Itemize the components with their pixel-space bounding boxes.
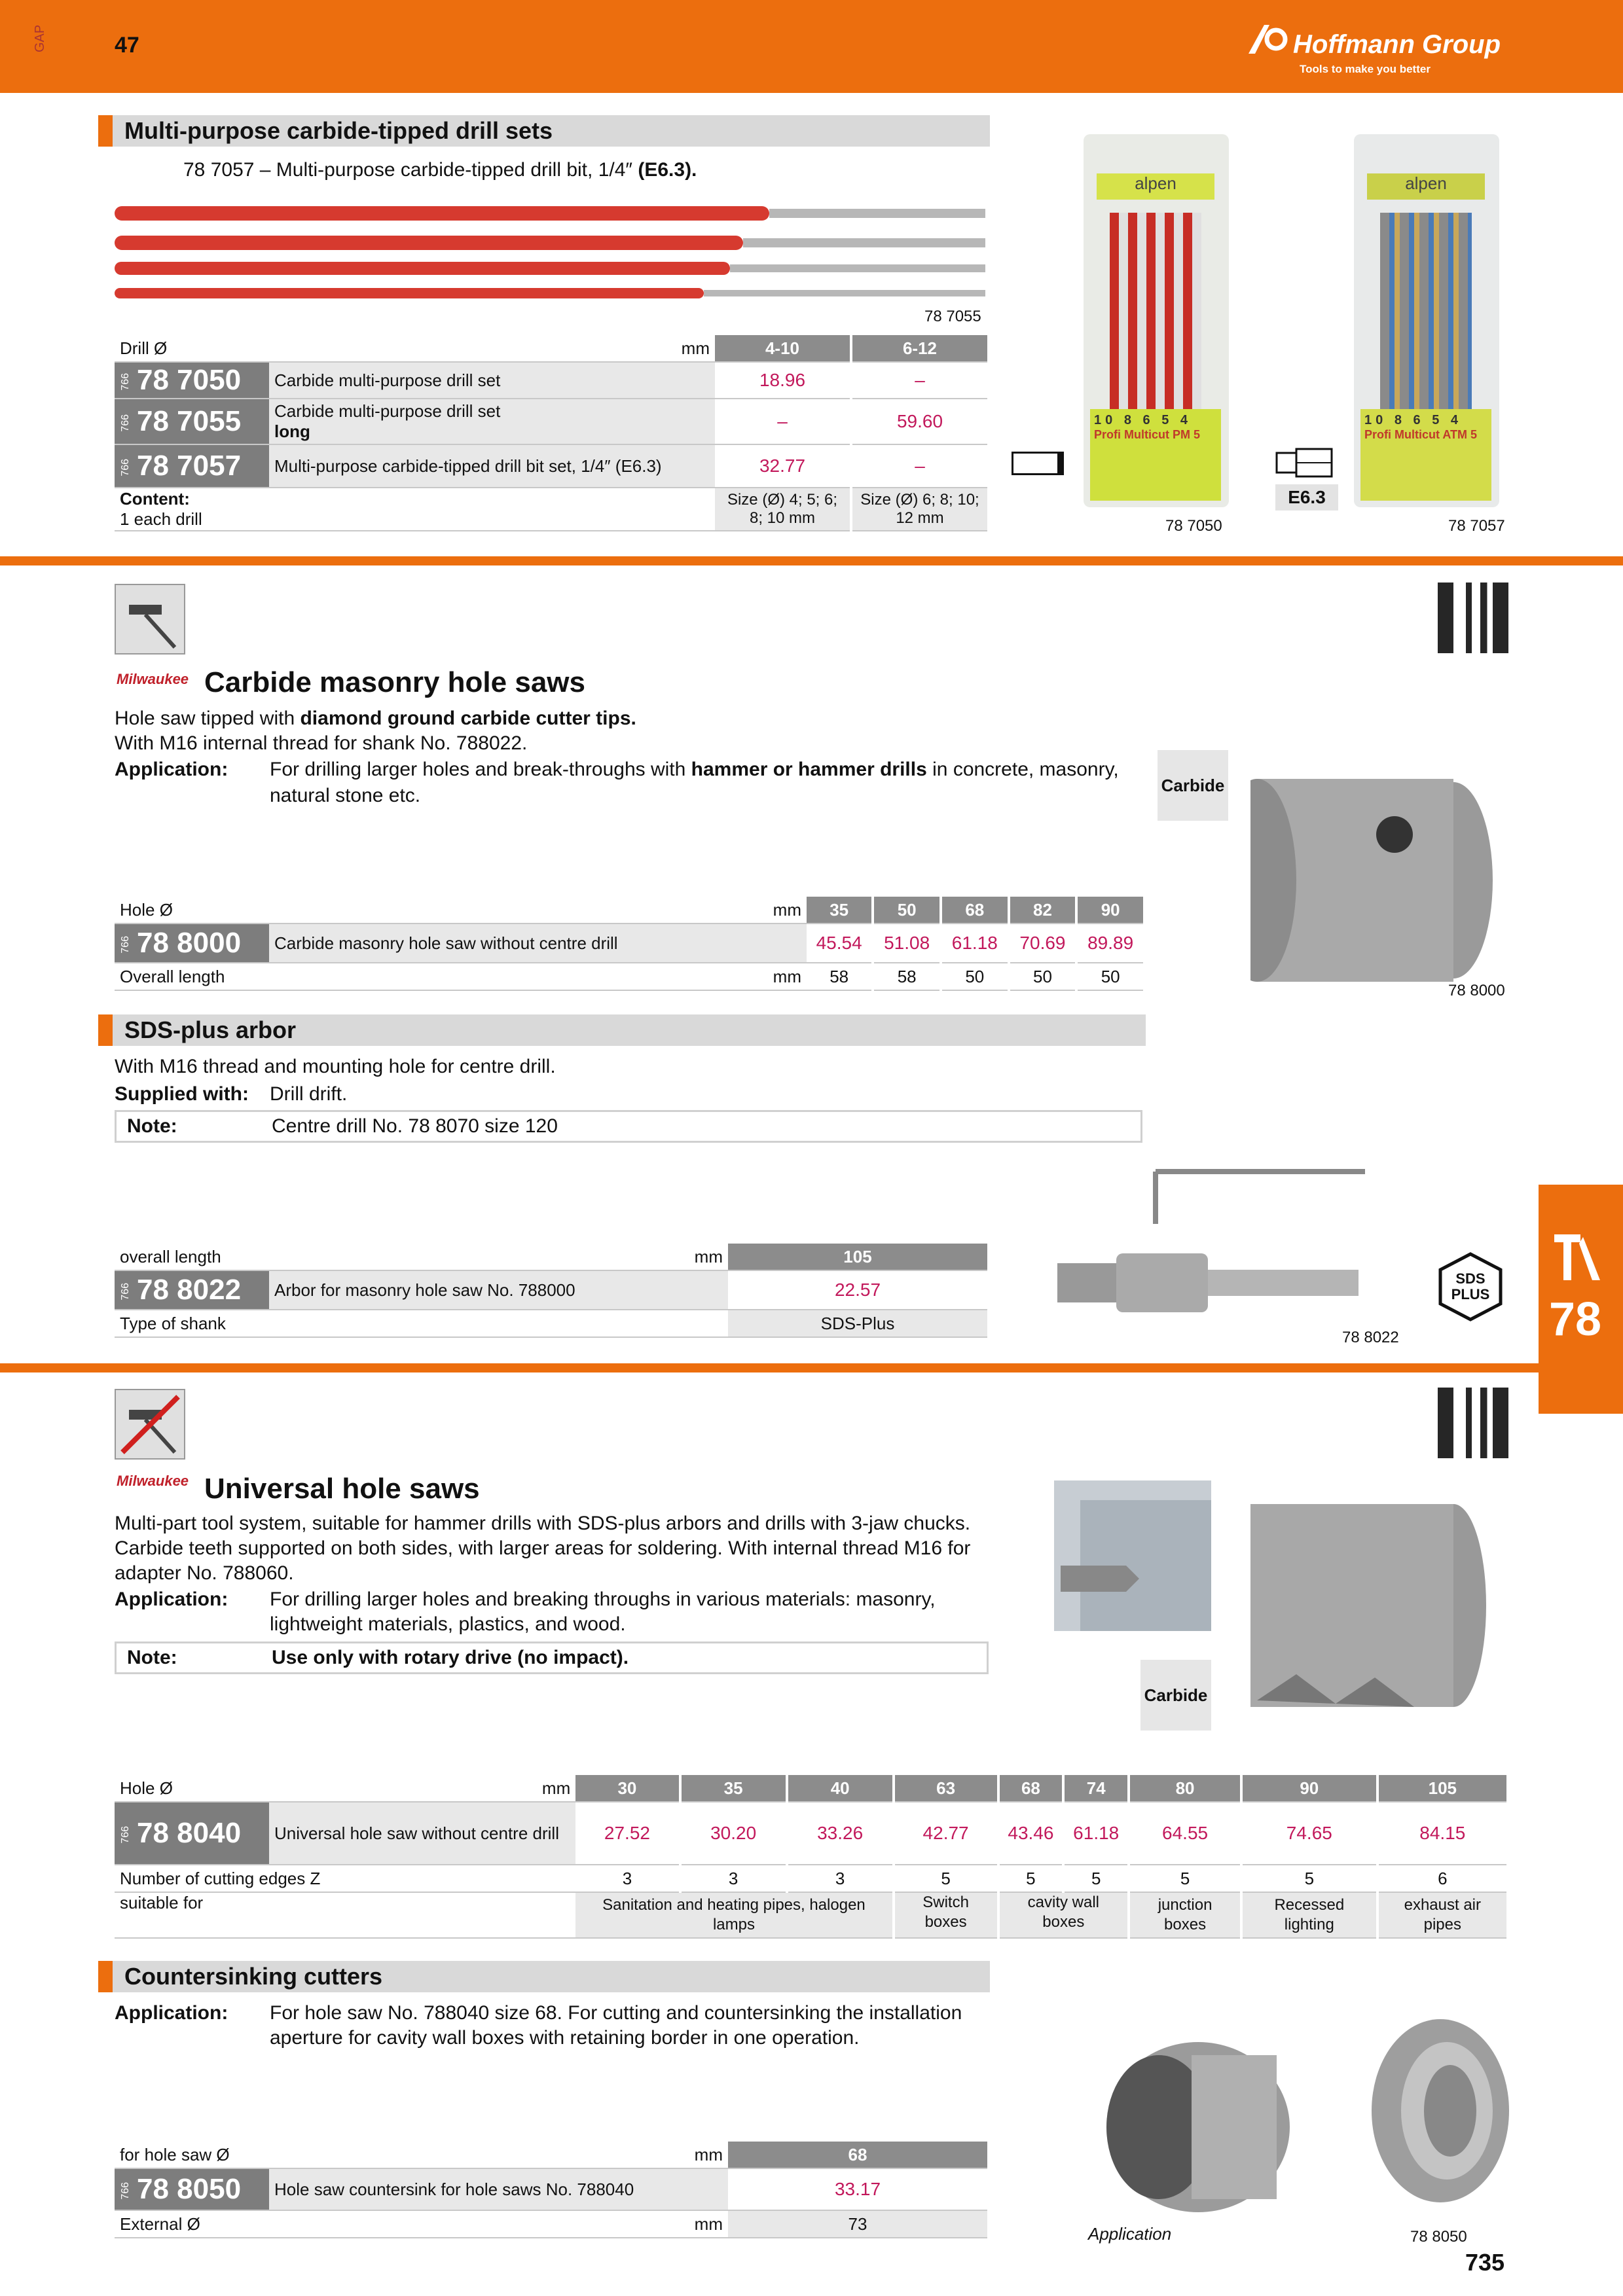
price: – [851,362,989,399]
price: 61.18 [941,924,1009,963]
article-number: 766 78 8050 [115,2168,269,2210]
column-label: Drill Ø [115,335,652,362]
section-divider [0,556,1623,565]
column-header: 50 [873,897,941,924]
price: 89.89 [1076,924,1144,963]
application-label: Application: [115,759,228,780]
application-label: Application: [115,1588,228,1610]
price: 43.46 [998,1802,1064,1865]
section-title: Multi-purpose carbide-tipped drill sets [98,115,990,147]
pack-sizes: 10 8 6 5 4 [1094,413,1192,427]
column-header: 68 [728,2142,989,2168]
sds-plus-icon: SDS PLUS [1435,1251,1506,1322]
edges-value: 5 [1063,1865,1129,1892]
section-title: Carbide masonry hole saws [204,666,585,698]
unit-label: mm [652,335,715,362]
edges-value: 3 [680,1865,787,1892]
length-value: 58 [807,963,873,990]
section-title: SDS-plus arbor [98,1014,1146,1046]
product-description: Arbor for masonry hole saw No. 788000 [269,1270,728,1310]
tooth-detail-image [1054,1480,1211,1631]
article-number: 766 78 7050 [115,362,269,399]
universal-hole-saw-image [1244,1478,1506,1733]
intro-text: 78 7057 – Multi-purpose carbide-tipped drill bit, 1/4″ (E6.3). [183,159,697,181]
page-number: 735 [1465,2249,1505,2276]
suitable-for: Recessed lighting [1241,1892,1377,1938]
carbide-badge: Carbide [1158,750,1228,821]
column-label: overall length [115,1244,665,1270]
row-label: External Ø [115,2210,665,2238]
content-value: Size (Ø) 6; 8; 10; 12 mm [851,488,989,531]
price: 33.26 [787,1802,894,1865]
length-value: 50 [1009,963,1077,990]
application-text: aperture for cavity wall boxes with retaining border in one operation. [270,2027,860,2049]
drill-set-package-image: alpen 10 8 6 5 4 Profi Multicut ATM 5 [1354,134,1499,507]
application-text: natural stone etc. [270,785,421,806]
carbide-badge: Carbide [1140,1660,1211,1731]
column-header: 74 [1063,1775,1129,1802]
brand-logo-icon [1247,22,1288,56]
tools-icon [1550,1230,1603,1283]
price: 70.69 [1009,924,1077,963]
description-text: Multi-part tool system, suitable for hammer drills with SDS-plus arbors and drills with 3-jaw chucks. [115,1513,971,1534]
image-caption: 78 7057 [1448,517,1505,535]
article-number: 766 78 7055 [115,399,269,444]
price: 27.52 [575,1802,680,1865]
edges-value: 5 [1241,1865,1377,1892]
suitable-for: exhaust air pipes [1377,1892,1508,1938]
column-header: 105 [728,1244,989,1270]
countersink-application-image [1087,2029,1296,2225]
row-label: Type of shank [115,1310,728,1337]
price: 84.15 [1377,1802,1508,1865]
column-header: 90 [1241,1775,1377,1802]
no-hammer-icon [115,1389,185,1460]
unit-label: mm [513,1775,575,1802]
hex-shank-icon [1275,446,1334,479]
price: 74.65 [1241,1802,1377,1865]
product-description: Carbide multi-purpose drill set [269,362,715,399]
product-table [115,1244,990,1338]
price: 59.60 [851,399,989,444]
unit-label: mm [665,2210,728,2238]
product-table [115,2142,990,2238]
price: – [851,444,989,488]
unit-label: mm [665,2142,728,2168]
product-description: Universal hole saw without centre drill [269,1802,575,1865]
column-header: 4-10 [715,335,851,362]
description-text: With M16 internal thread for shank No. 788022. [115,732,528,754]
article-number: 766 78 8022 [115,1270,269,1310]
hole-saw-image [1250,753,1532,1008]
article-number: 766 78 8040 [115,1802,269,1865]
price: 18.96 [715,362,851,399]
section-title: Universal hole saws [204,1473,480,1505]
qr-code-icon [1438,583,1508,653]
edges-value: 3 [575,1865,680,1892]
unit-label: mm [744,897,807,924]
column-label: Hole Ø [115,1775,513,1802]
application-label: Application: [115,2002,228,2024]
row-label: Number of cutting edges Z [115,1865,575,1892]
edges-value: 5 [1129,1865,1241,1892]
column-label: for hole saw Ø [115,2142,665,2168]
product-table [115,335,990,531]
price: 22.57 [728,1270,989,1310]
arbor-image [1051,1165,1365,1335]
brand-logo: Milwaukee [117,671,189,687]
edges-value: 5 [894,1865,998,1892]
row-label: Overall length [115,963,744,990]
unit-label: mm [744,963,807,990]
column-header: 30 [575,1775,680,1802]
product-description: Multi-purpose carbide-tipped drill bit set, 1/4″ (E6.3) [269,444,715,488]
note-box: Note: Use only with rotary drive (no impact). [115,1641,989,1674]
column-header: 82 [1009,897,1077,924]
suitable-for: Switch boxes [894,1892,998,1938]
article-number: 766 78 8000 [115,924,269,963]
description-text: Hole saw tipped with diamond ground carbide cutter tips. [115,708,636,729]
drill-bits-image [115,196,985,308]
product-table [115,1775,1509,1939]
application-text: lightweight materials, plastics, and wood. [270,1613,626,1635]
pack-sizes: 10 8 6 5 4 [1364,413,1462,427]
shank-value: SDS-Plus [728,1310,989,1337]
row-label: suitable for [115,1892,575,1938]
image-caption: 78 8022 [1342,1329,1399,1346]
product-description: Hole saw countersink for hole saws No. 788040 [269,2168,728,2210]
suitable-for: Sanitation and heating pipes, halogen lamps [575,1892,893,1938]
price: 64.55 [1129,1802,1241,1865]
edges-value: 3 [787,1865,894,1892]
product-description: Carbide multi-purpose drill set long [269,399,715,444]
external-diameter-value: 73 [728,2210,989,2238]
application-text: For hole saw No. 788040 size 68. For cutting and countersinking the installation [270,2002,962,2024]
brand-tagline: Tools to make you better [1300,63,1431,75]
column-header: 6-12 [851,335,989,362]
qr-code-icon [1438,1388,1508,1458]
price: 33.17 [728,2168,989,2210]
image-caption: 78 8050 [1410,2228,1467,2246]
side-code: GAP [33,24,47,52]
column-header: 68 [941,897,1009,924]
countersink-image [1365,2013,1516,2209]
edges-value: 6 [1377,1865,1508,1892]
section-title: Countersinking cutters [98,1961,990,1992]
application-text: For drilling larger holes and breaking throughs in various materials: masonry, [270,1588,936,1610]
brand-name: Hoffmann Group [1293,30,1501,59]
chapter-number: 47 [115,33,139,58]
price: 51.08 [873,924,941,963]
hex-shank-label: E6.3 [1275,484,1338,511]
column-header: 35 [807,897,873,924]
length-value: 50 [1076,963,1144,990]
column-header: 68 [998,1775,1064,1802]
drill-set-package-image: alpen 10 8 6 5 4 Profi Multicut PM 5 [1084,134,1229,507]
column-header: 63 [894,1775,998,1802]
suitable-for: junction boxes [1129,1892,1241,1938]
content-label: Content: 1 each drill [115,488,715,531]
price: 30.20 [680,1802,787,1865]
unit-label: mm [665,1244,728,1270]
content-value: Size (Ø) 4; 5; 6; 8; 10 mm [715,488,851,531]
column-header: 90 [1076,897,1144,924]
product-table [115,897,1146,991]
price: 42.77 [894,1802,998,1865]
supplied-text: Drill drift. [270,1083,348,1105]
description-text: With M16 thread and mounting hole for centre drill. [115,1056,556,1077]
image-caption: 78 8000 [1448,982,1505,999]
price: 32.77 [715,444,851,488]
column-header: 80 [1129,1775,1241,1802]
price: 61.18 [1063,1802,1129,1865]
application-caption: Application [1088,2224,1172,2244]
description-text: Carbide teeth supported on both sides, with larger areas for soldering. With internal thread M16 for [115,1537,971,1559]
hammer-drill-icon [115,584,185,655]
supplied-label: Supplied with: [115,1083,249,1105]
edges-value: 5 [998,1865,1064,1892]
column-header: 105 [1377,1775,1508,1802]
note-box: Note: Centre drill No. 78 8070 size 120 [115,1110,1142,1143]
length-value: 58 [873,963,941,990]
section-divider [0,1363,1539,1372]
product-description: Carbide masonry hole saw without centre drill [269,924,807,963]
price: – [715,399,851,444]
price: 45.54 [807,924,873,963]
suitable-for: cavity wall boxes [998,1892,1129,1938]
image-caption: 78 7055 [924,308,981,325]
column-label: Hole Ø [115,897,744,924]
description-text: adapter No. 788060. [115,1562,294,1584]
chapter-tab-number: 78 [1549,1293,1602,1346]
image-caption: 78 7050 [1165,517,1222,535]
length-value: 50 [941,963,1009,990]
brand-logo: Milwaukee [117,1473,189,1489]
column-header: 35 [680,1775,787,1802]
column-header: 40 [787,1775,894,1802]
application-text: For drilling larger holes and break-throughs with hammer or hammer drills in concrete, masonry, [270,759,1119,780]
round-shank-icon [1012,452,1064,475]
article-number: 766 78 7057 [115,444,269,488]
